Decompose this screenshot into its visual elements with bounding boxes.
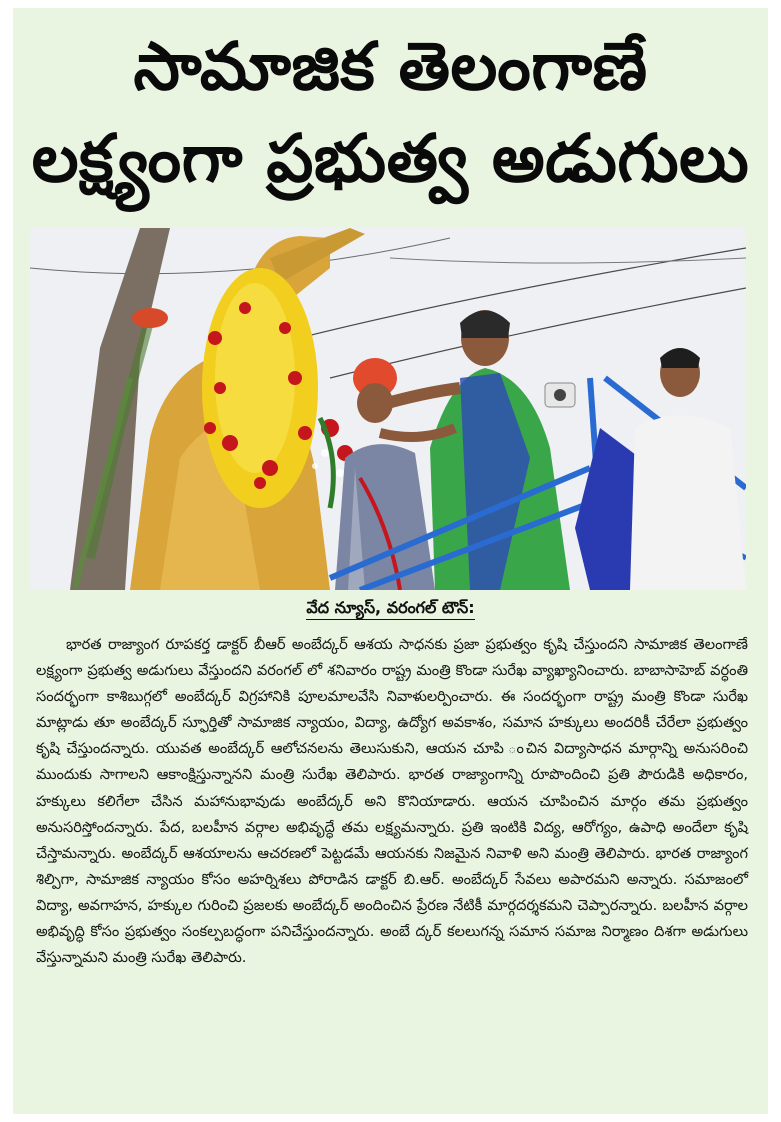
dateline-text: వేద న్యూస్, వరంగల్ టౌన్: <box>306 598 474 620</box>
headline-line-2: లక్ష్యంగా ప్రభుత్వ అడుగులు <box>31 120 750 197</box>
dateline <box>13 598 768 621</box>
news-photo <box>30 228 746 590</box>
headline-line-1: సామాజిక తెలంగాణే <box>133 28 648 105</box>
article-body: భారత రాజ్యాంగ రూపకర్త డాక్టర్ బీఆర్ అంబేద్కర్ ఆశయ సాధనకు ప్రజా ప్రభుత్వం కృషి చేస్తుందని సామాజిక తెలంగాణే లక్ష్యంగా ప్రభుత్వ అడుగులు వేస్తుందని వరంగల్ లో శనివారం రాష్ట్ర మంత్రి కొండా సురేఖ వ్యాఖ్యానించారు. బాబాసాహెబ్ వర్ధంతి సందర్భంగా కాశిబుగ్గలో అంబేద్కర్ విగ్రహానికి పూలమాలవేసి నివాళులర్పించారు. ఈ సందర్భంగా రాష్ట్ర మంత్రి కొండా సురేఖ మాట్లాడు తూ అంబేద్కర్ స్ఫూర్తితో సామాజిక న్యాయం, విద్యా, ఉద్యోగ అవకాశం, సమాన హక్కులు అందరికీ చేరేలా ప్రభుత్వం కృషి చేస్తుందన్నారు. యువత అంబేద్కర్ ఆలోచనలను తెలుసుకుని, ఆయన చూపి ంచిన విద్యాసాధన మార్గాన్ని అనుసరించి ముందుకు సాగాలని ఆకాంక్షిస్తున్నానని మంత్రి సురేఖ తెలిపారు. భారత రాజ్యాంగాన్ని రూపొందించి ప్రతి పౌరుడికి అధికారం, హక్కులు కలిగేలా చేసిన మహానుభావుడు అంబేద్కర్ అని కొనియాడారు. ఆయన చూపించిన మార్గం తమ ప్రభుత్వం అనుసరిస్తోందన్నారు. పేద, బలహీన వర్గాల అభివృద్ధే తమ లక్ష్యమన్నారు. ప్రతి ఇంటికి విద్య, ఆరోగ్యం, ఉపాధి అందేలా కృషి చేస్తామన్నారు. అంబేద్కర్ ఆశయాలను ఆచరణలో పెట్టడమే ఆయనకు నిజమైన నివాళి అని మంత్రి తెలిపారు. భారత రాజ్యాంగ శిల్పిగా, సామాజిక న్యాయం కోసం అహర్నిశలు పోరాడిన డాక్టర్ బి.ఆర్. అంబేద్కర్ సేవలు అపారమని అన్నారు. సమాజంలో విద్యా, అవగాహన, హక్కుల గురించి ప్రజలకు అంబేద్కర్ అందించిన ప్రేరణ నేటికీ మార్గదర్శకమని చెప్పారన్నారు. బలహీన వర్గాల అభివృద్ధి కోసం ప్రభుత్వం సంకల్పబద్ధంగా పనిచేస్తుందన్నారు. అంబే ద్కర్ కలలుగన్న సమాన సమాజ నిర్మాణం దిశగా అడుగులు వేస్తున్నామని మంత్రి సురేఖ తెలిపారు. <box>36 636 748 967</box>
news-clipping <box>13 8 768 1114</box>
